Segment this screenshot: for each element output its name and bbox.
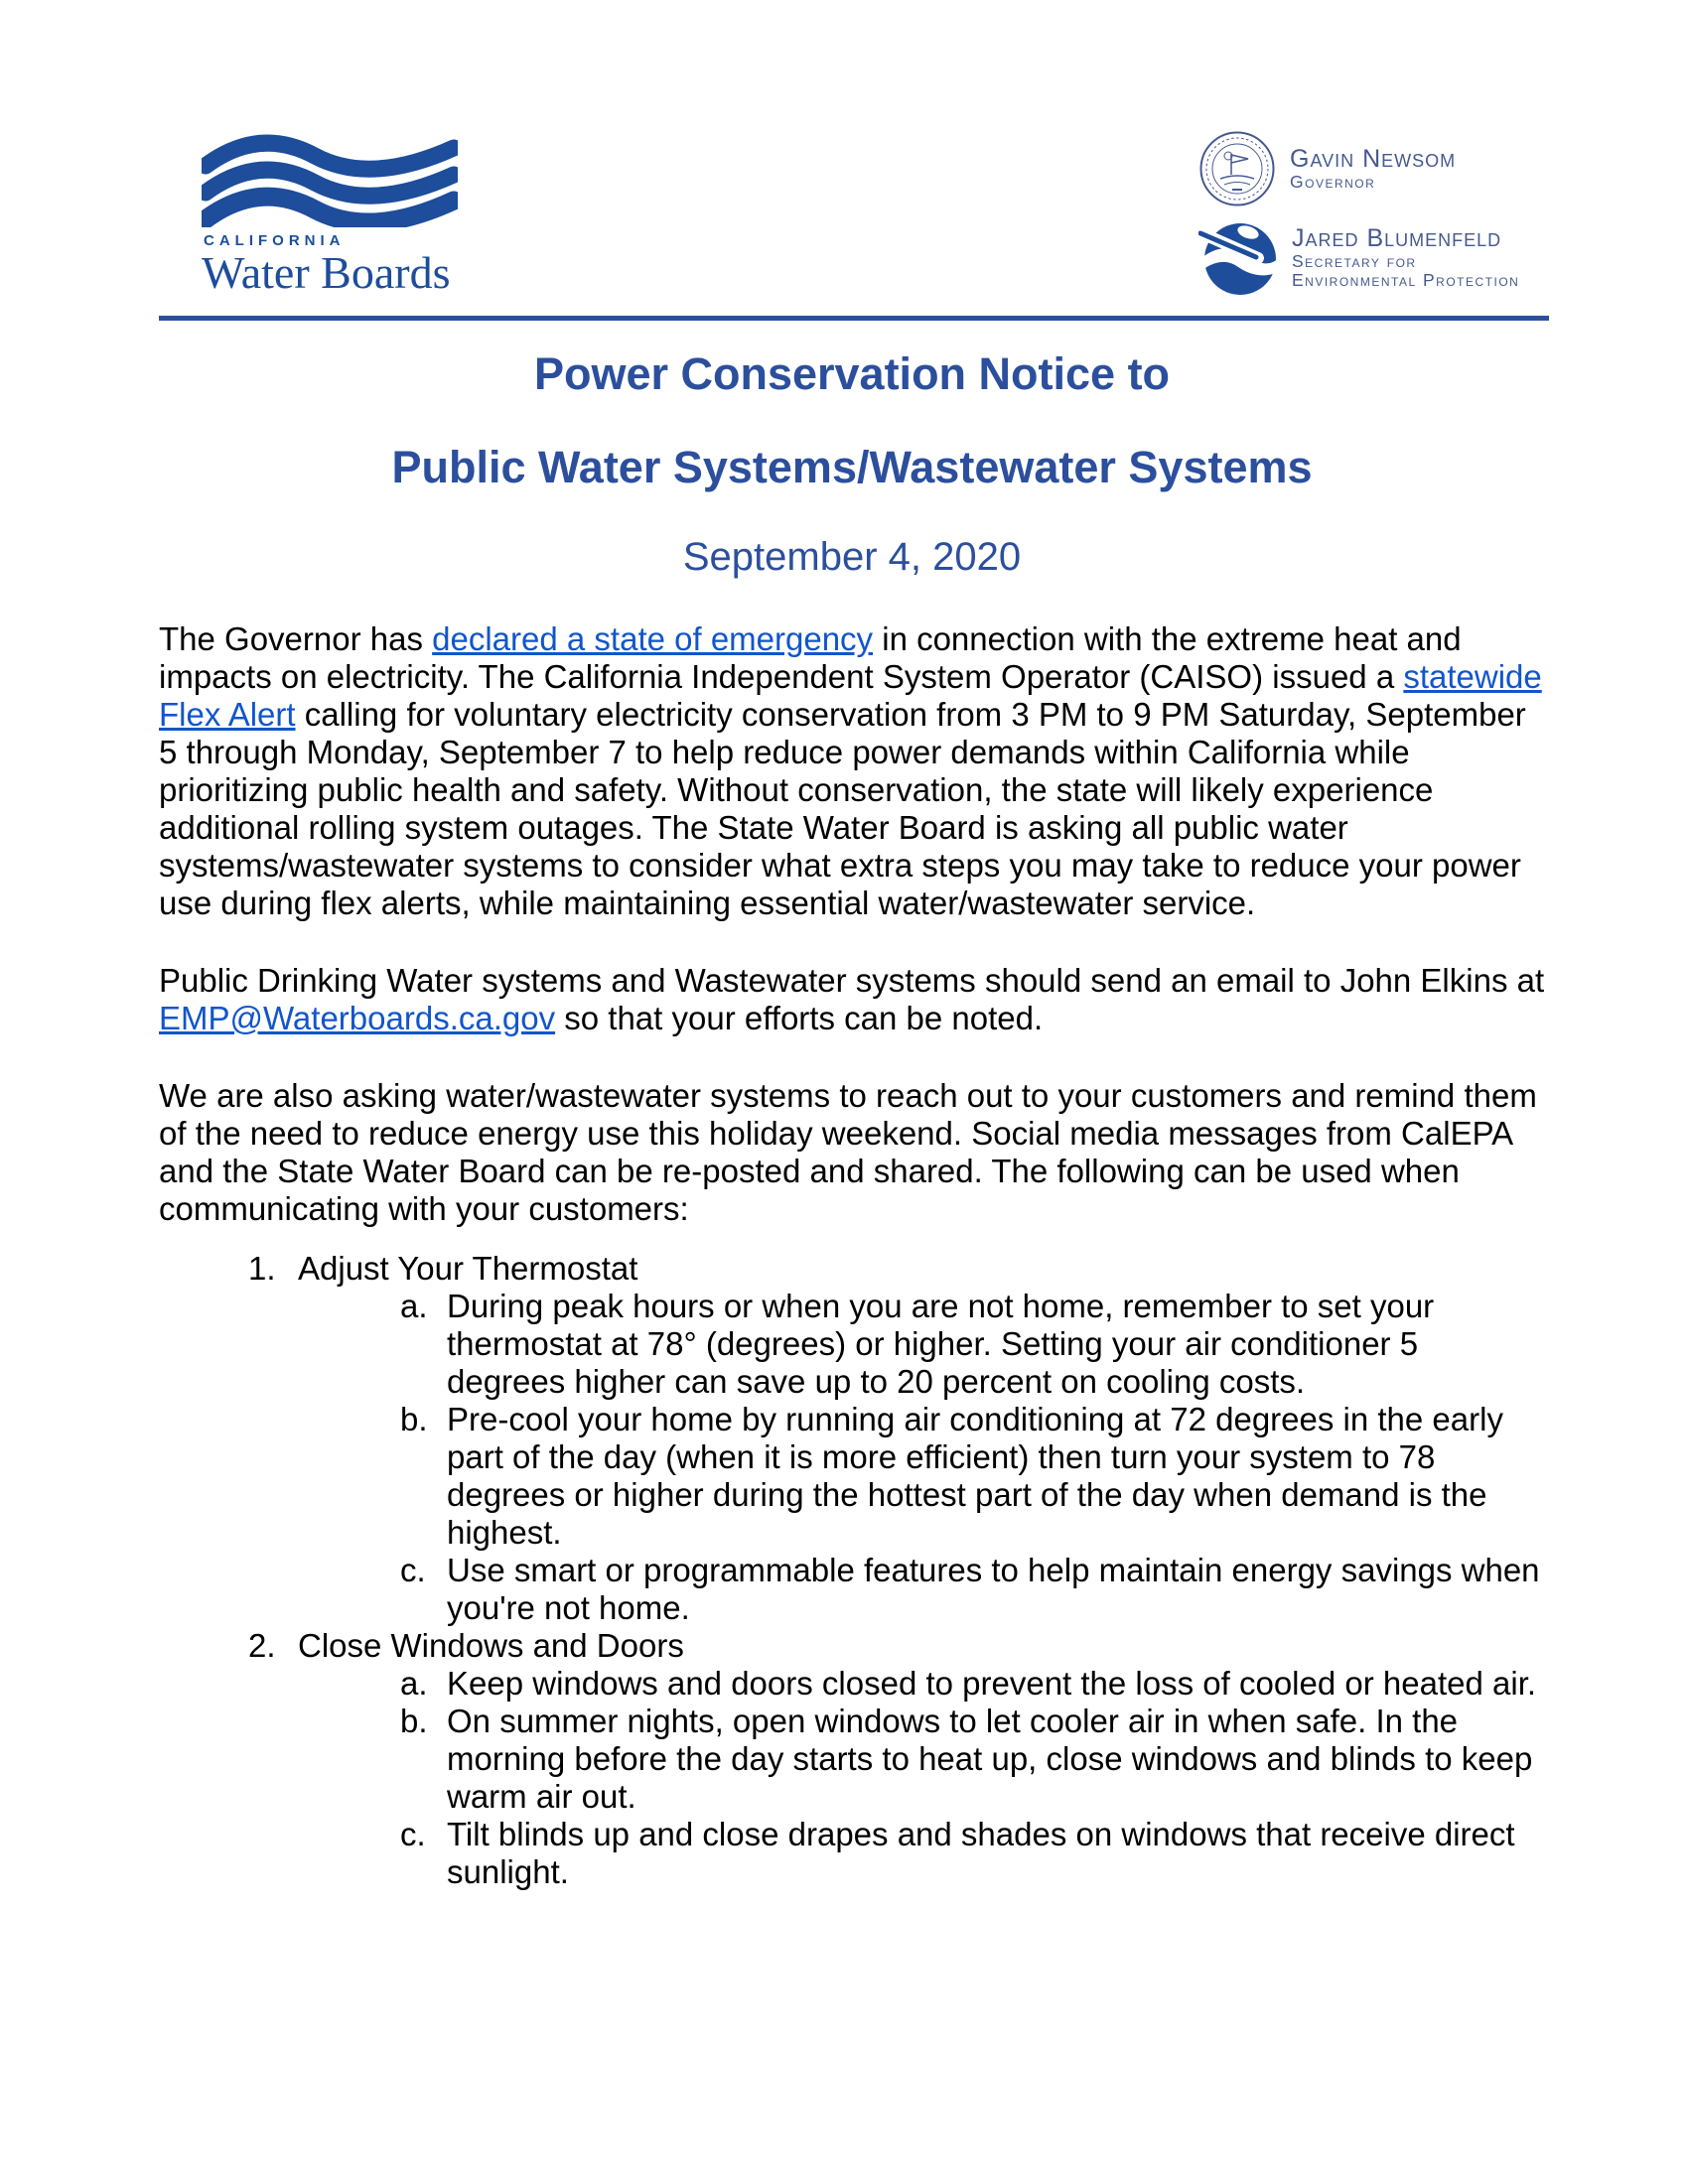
list-item-1b xyxy=(159,1401,1545,1552)
header-divider xyxy=(159,316,1549,321)
list-item-2b-letter: b. xyxy=(400,1703,428,1739)
list-item-1b-text: Pre-cool your home by running air conditioning at 72 degrees in the early part of the day (when it is more efficient) then turn your system to 78 degrees or higher during the hottest part of the day when demand is the highest. xyxy=(447,1401,1503,1551)
officials-block xyxy=(1198,130,1519,297)
list-item-1-label: Adjust Your Thermostat xyxy=(298,1250,638,1287)
emp-email-link[interactable]: EMP@Waterboards.ca.gov xyxy=(159,1000,556,1036)
secretary-title-line1: Secretary for xyxy=(1292,250,1417,271)
list-item-2c-text: Tilt blinds up and close drapes and shades on windows that receive direct sunlight. xyxy=(447,1816,1515,1890)
secretary-row xyxy=(1198,217,1519,297)
brand-california-label: CALIFORNIA xyxy=(204,232,346,249)
paragraph-email xyxy=(159,962,1545,1037)
list-item-2a-text: Keep windows and doors closed to prevent the loss of cooled or heated air. xyxy=(447,1665,1537,1702)
governor-title: Governor xyxy=(1290,172,1376,192)
calepa-logo-icon xyxy=(1198,217,1278,297)
state-of-emergency-link[interactable]: declared a state of emergency xyxy=(432,620,874,657)
governor-text xyxy=(1290,146,1456,192)
list-item-1a xyxy=(159,1288,1545,1401)
notice-body xyxy=(159,349,1545,1891)
list-item-1a-text: During peak hours or when you are not home, remember to set your thermostat at 78° (degrees) or higher. Setting your air conditioner 5 degrees higher can save up to 20 percent on cooling costs. xyxy=(447,1288,1435,1400)
brand-wordmark: Water Boards xyxy=(202,247,451,298)
list-item-2b xyxy=(159,1703,1545,1816)
list-item-2-label: Close Windows and Doors xyxy=(298,1627,684,1664)
notice-title-line1: Power Conservation Notice to xyxy=(533,348,1171,399)
list-item-2-number: 2. xyxy=(248,1627,276,1664)
governor-row xyxy=(1198,130,1519,207)
list-item-2a xyxy=(159,1665,1545,1703)
list-item-1b-letter: b. xyxy=(400,1401,428,1437)
secretary-text xyxy=(1292,225,1519,290)
list-item-1a-letter: a. xyxy=(400,1288,428,1324)
list-item-1c xyxy=(159,1552,1545,1627)
paragraph-emergency-text-1: The Governor has xyxy=(159,620,433,657)
list-item-1c-letter: c. xyxy=(400,1552,426,1588)
paragraph-email-text-1: Public Drinking Water systems and Wastewater systems should send an email to John Elkins at xyxy=(159,962,1545,999)
paragraph-email-text-2: so that your efforts can be noted. xyxy=(555,1000,1044,1036)
paragraph-emergency xyxy=(159,620,1545,922)
list-item-1c-text: Use smart or programmable features to help maintain energy savings when you're not home. xyxy=(447,1552,1540,1626)
paragraph-customers: We are also asking water/wastewater systems to reach out to your customers and remind them of the need to reduce energy use this holiday weekend. Social media messages from CalEPA and the State Water Board can be re-posted and shared. The following can be used when communicating with your customers: xyxy=(159,1077,1537,1227)
list-item-2a-letter: a. xyxy=(400,1665,428,1702)
governor-name: Gavin Newsom xyxy=(1290,145,1457,173)
secretary-name: Jared Blumenfeld xyxy=(1292,223,1502,252)
list-item-2c xyxy=(159,1816,1545,1891)
notice-date: September 4, 2020 xyxy=(682,535,1022,579)
california-state-seal-icon xyxy=(1198,130,1276,207)
secretary-title-line2: Environmental Protection xyxy=(1292,269,1520,290)
paragraph-emergency-text-3: calling for voluntary electricity conservation from 3 PM to 9 PM Saturday, September 5 through Monday, September 7 to help reduce power demands within California while prioritizing public health and safety. Without conservation, the state will likely experience additional rolling system outages. The State Water Board is asking all public water systems/wastewater systems to consider what extra steps you may take to reduce your power use during flex alerts, while maintaining essential water/wastewater service. xyxy=(159,696,1526,921)
list-item-2b-text: On summer nights, open windows to let cooler air in when safe. In the morning before the day starts to heat up, close windows and blinds to keep warm air out. xyxy=(447,1703,1533,1815)
paragraph-emergency-text-2: in connection with the extreme heat and impacts on electricity. The California Independent System Operator (CAISO) issued a xyxy=(159,620,1462,695)
water-boards-waves-icon xyxy=(202,132,458,227)
list-item-2c-letter: c. xyxy=(400,1816,426,1852)
flex-alert-link[interactable]: statewide Flex Alert xyxy=(159,658,1542,733)
list-item-1-number: 1. xyxy=(248,1250,276,1287)
list-item-2 xyxy=(159,1627,1545,1665)
notice-title-line2: Public Water Systems/Wastewater Systems xyxy=(391,441,1313,492)
water-boards-logo xyxy=(202,132,499,296)
list-item-1 xyxy=(159,1250,1545,1288)
